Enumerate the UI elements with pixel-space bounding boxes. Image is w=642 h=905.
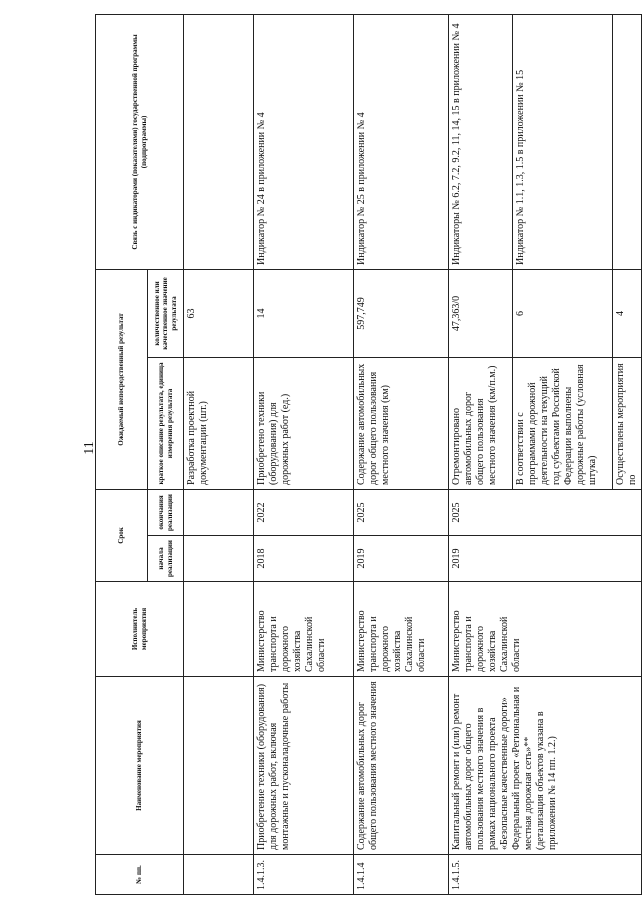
cell-executor: Министерство транспорта и дорожного хозяйства Сахалинской области — [254, 582, 354, 677]
cell-start: 2018 — [254, 536, 354, 582]
cell-result-value: 4 — [613, 269, 642, 357]
cell-result-value: 63 — [184, 269, 254, 357]
cell-result-value: 6 — [513, 269, 613, 357]
cell-result-value: 47,363/0 — [449, 269, 513, 357]
table-row — [354, 14, 449, 894]
cell-end — [184, 489, 254, 535]
cell-link: Индикатор № 24 в приложении № 4 — [254, 14, 354, 269]
cell-result-desc: Содержание автомобильных дорог общего пользования местного значения (км) — [354, 357, 449, 489]
header-term-start: начала реализации — [148, 536, 184, 582]
rotated-table-sheet — [95, 15, 638, 895]
cell-result-value: 597,749 — [354, 269, 449, 357]
cell-name: Содержание автомобильных дорог общего пользования местного значения — [354, 677, 449, 855]
header-link: Связь с индикаторами (показателями) государственной программы (подпрограммы) — [96, 14, 184, 269]
header-expected: Ожидаемый непосредственный результат — [96, 269, 148, 489]
table-row — [254, 14, 354, 894]
cell-link — [184, 14, 254, 269]
header-expected-desc: краткое описание результата, единица измерения результата — [148, 357, 184, 489]
table-row — [184, 14, 254, 894]
cell-name: Капитальный ремонт и (или) ремонт автомобильных дорог общего пользования местного значения в рамках национального проекта «Безопасные качественные дороги» Федеральный проект «Региональная и местная дорожная сеть»** (детализация объектов указана в приложении № 14 пп. 1.2.) — [449, 677, 642, 855]
cell-result-desc: В соответствии с программами дорожной деятельности на текущий год субъектами Российской Федерации выполнены дорожные работы (условная штука) — [513, 357, 613, 489]
cell-result-desc: Отремонтировано автомобильных дорог общего пользования местного значения (км/п.м.) — [449, 357, 513, 489]
cell-num — [184, 855, 254, 895]
cell-link: Индикатор № 1.1, 1.3, 1.5 в приложении № 15 — [513, 14, 613, 269]
cell-executor — [184, 582, 254, 677]
header-term: Срок — [96, 489, 148, 581]
cell-executor: Министерство транспорта и дорожного хозяйства Сахалинской области — [354, 582, 449, 677]
cell-executor: Министерство транспорта и дорожного хозяйства Сахалинской области — [449, 582, 642, 677]
header-expected-value: количественное или качественное значение результата — [148, 269, 184, 357]
cell-start: 2019 — [449, 536, 642, 582]
cell-result-value: 14 — [254, 269, 354, 357]
measures-table — [95, 14, 642, 895]
header-executor: Исполнитель мероприятия — [96, 582, 184, 677]
header-num: № пп. — [96, 855, 184, 895]
cell-result-desc: Осуществлены мероприятия по — [613, 357, 642, 489]
cell-result-desc: Приобретено техники (оборудования) для дорожных работ (ед.) — [254, 357, 354, 489]
cell-end: 2025 — [354, 489, 449, 535]
cell-num: 1.4.1.5. — [449, 855, 642, 895]
table-row — [449, 14, 513, 894]
page-number: 11 — [82, 441, 97, 455]
cell-link — [613, 14, 642, 269]
cell-end: 2025 — [449, 489, 642, 535]
header-name: Наименование мероприятия — [96, 677, 184, 855]
cell-name: Приобретение техники (оборудования) для дорожных работ, включая монтажные и пусконаладочные работы — [254, 677, 354, 855]
cell-start: 2019 — [354, 536, 449, 582]
header-term-end: окончания реализации — [148, 489, 184, 535]
cell-name — [184, 677, 254, 855]
cell-num: 1.4.1.3. — [254, 855, 354, 895]
cell-link: Индикаторы № 6.2, 7.2, 9.2, 11, 14, 15 в приложении № 4 — [449, 14, 513, 269]
cell-start — [184, 536, 254, 582]
cell-link: Индикатор № 25 в приложении № 4 — [354, 14, 449, 269]
cell-result-desc: Разработка проектной документации (шт.) — [184, 357, 254, 489]
cell-num: 1.4.1.4 — [354, 855, 449, 895]
cell-end: 2022 — [254, 489, 354, 535]
